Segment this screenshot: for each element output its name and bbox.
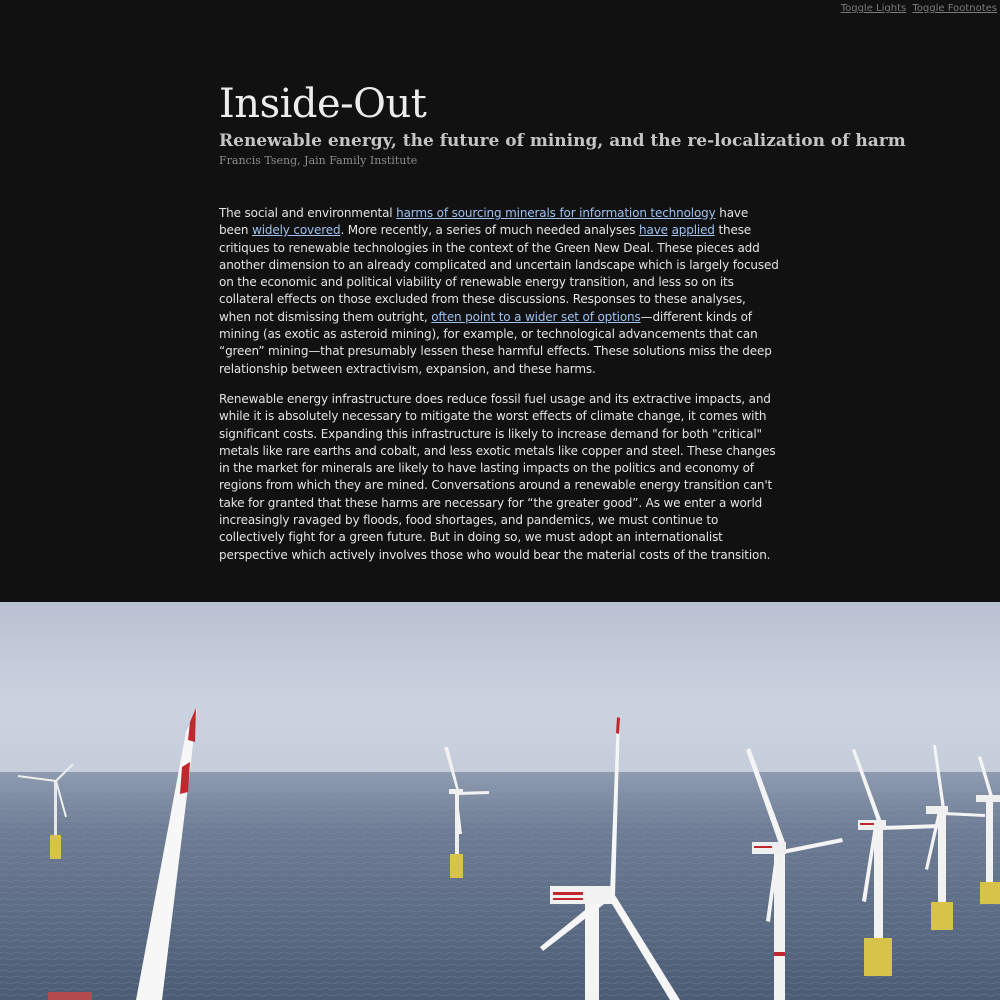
link-wider-set-of-options[interactable]: often point to a wider set of options (431, 309, 641, 324)
article-title: Inside-Out (219, 81, 427, 127)
paragraph-2: Renewable energy infrastructure does reduce fossil fuel usage and its extractive impacts, and while it is absolutely necessary to mitigate the worst effects of climate change, it comes with significant costs. Expanding this infrastructure is likely to increase demand for both "critical" metals like rare earths and cobalt, and less exotic metals like copper and steel. These changes in the market for minerals are likely to have lasting impacts on the politics and economy of regions from which they are mined. Conversations around a renewable energy transition can't take for granted that these harms are necessary for “the greater good”. As we enter a world increasingly ravaged by floods, food shortages, and pandemics, we must continue to collectively fight for a green future. But in doing so, we must adopt an internationalist perspective which actively involves those who would bear the material costs of the transition. (219, 391, 776, 562)
text-run: these critiques to renewable technologies in the context of the Green New Deal. These pieces add another dimension to an already complicated and uncertain landscape which is largely focused on the economic and political viability of renewable energy transition, and less so on its collateral effects on those excluded from these discussions. Responses to these analyses, when not dismissing them outright, (219, 223, 779, 324)
toggle-footnotes-link[interactable]: Toggle Footnotes (912, 3, 997, 14)
text-run: The social and environmental (219, 206, 397, 220)
link-have[interactable]: have (639, 223, 668, 238)
link-harms-of-sourcing-minerals[interactable]: harms of sourcing minerals for information technology (396, 206, 716, 220)
text-run: —different kinds of mining (as exotic as asteroid mining), for example, or technological advancements that can “green” mining—that presumably lessen these harmful effects. These solutions miss the deep relationship between extractivism, expansion, and these harms. (219, 309, 772, 376)
wind-turbines-photo (0, 602, 1000, 1000)
text-run: have been (219, 206, 749, 238)
link-widely-covered[interactable]: widely covered (252, 223, 341, 238)
toggle-lights-link[interactable]: Toggle Lights (840, 3, 907, 14)
link-applied[interactable]: applied (671, 223, 715, 238)
text-run: . More recently, a series of much needed analyses (340, 223, 640, 238)
article-body (219, 205, 781, 577)
article-header (219, 78, 906, 169)
article-byline: Francis Tseng, Jain Family Institute (219, 154, 418, 167)
top-controls (838, 3, 997, 14)
article-subtitle: Renewable energy, the future of mining, and the re-localization of harm (219, 131, 906, 151)
paragraph-1 (219, 205, 781, 378)
